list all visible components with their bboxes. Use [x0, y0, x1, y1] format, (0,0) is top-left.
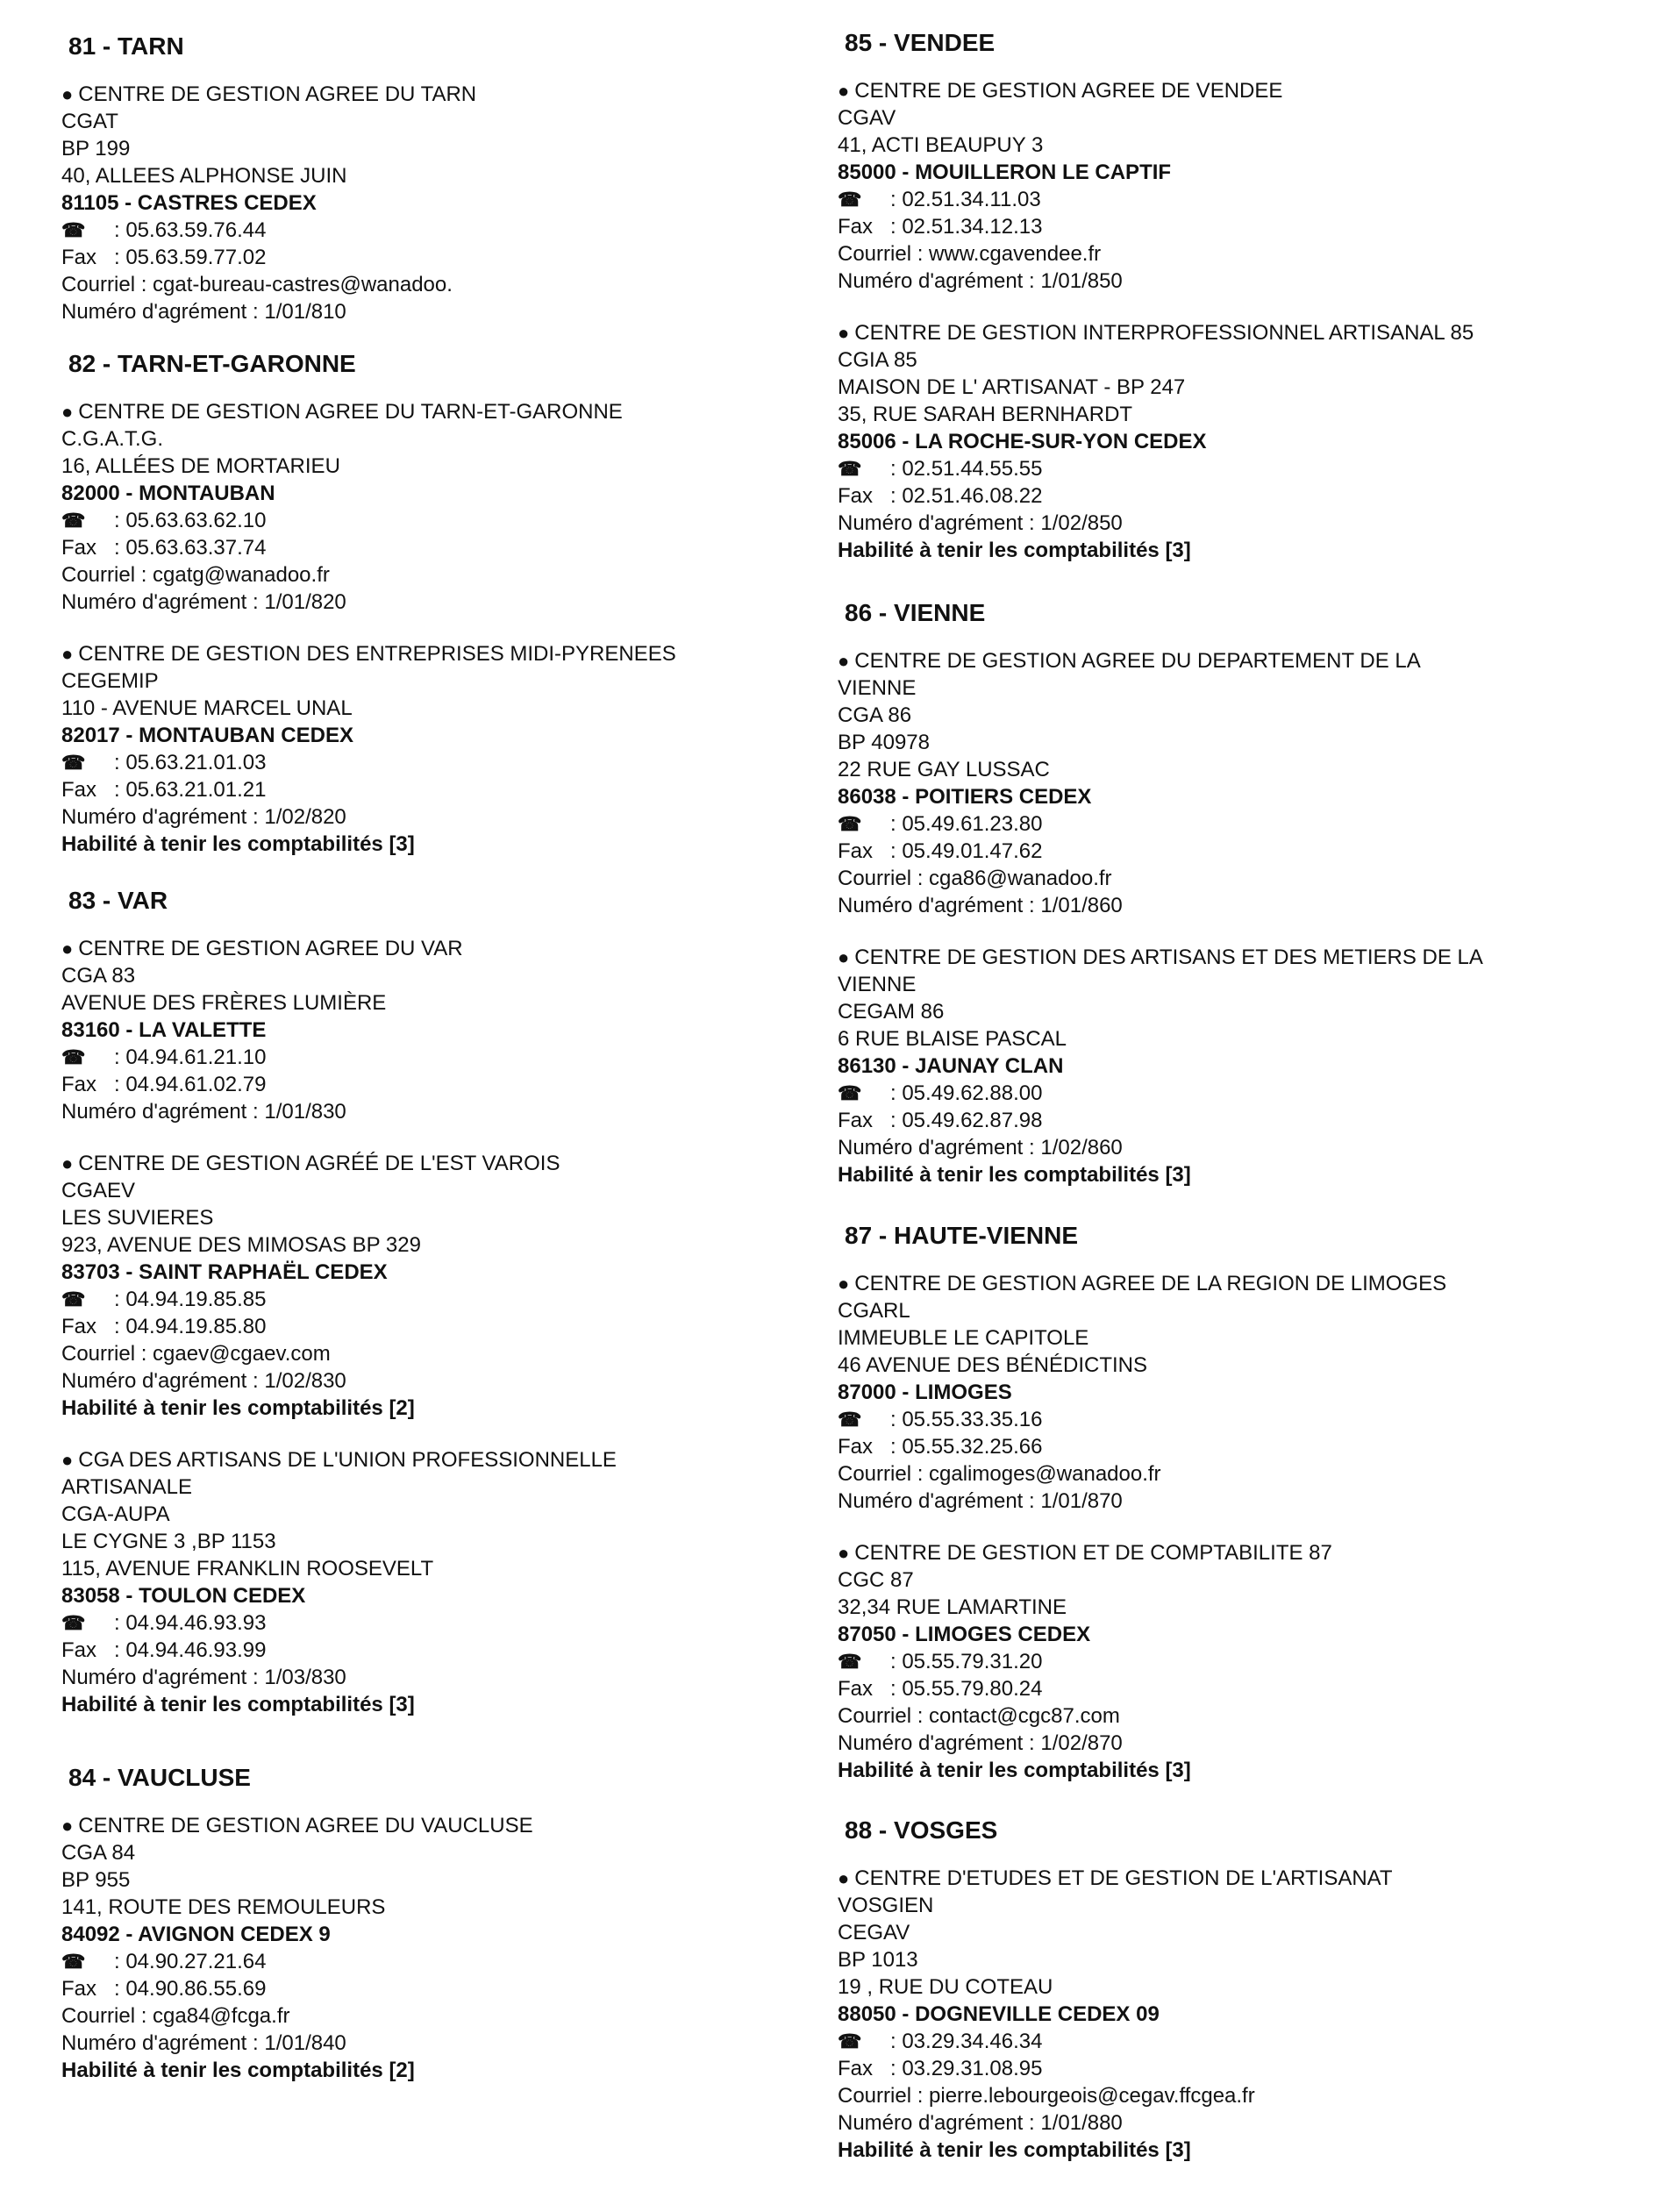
telephone-icon: ☎ [61, 1046, 86, 1068]
phone-line [838, 455, 1627, 482]
phone-number: : 04.94.19.85.85 [114, 1288, 267, 1311]
fax-label: Fax [61, 778, 97, 802]
center-name: CENTRE DE GESTION AGREE DU VAR [78, 937, 463, 960]
department-section [61, 1763, 816, 2084]
address-line: 6 RUE BLAISE PASCAL [838, 1027, 1067, 1051]
fax-line [838, 1433, 1627, 1460]
agrement-line: Numéro d'agrément : 1/01/860 [838, 894, 1123, 917]
bullet-dot-icon: ● [838, 1273, 850, 1295]
center-name-line [61, 935, 816, 962]
telephone-icon: ☎ [838, 1082, 862, 1104]
fax-number: : 05.63.59.77.02 [114, 246, 267, 269]
fax-line [838, 2055, 1627, 2082]
center-entry [838, 1865, 1627, 2164]
center-entry [61, 935, 816, 1125]
telephone-icon: ☎ [838, 1409, 862, 1431]
address-line: 115, AVENUE FRANKLIN ROOSEVELT [61, 1557, 434, 1581]
department-heading: 82 - TARN-ET-GARONNE [68, 350, 356, 377]
telephone-icon: ☎ [61, 1288, 86, 1310]
address-line: 141, ROUTE DES REMOULEURS [61, 1895, 386, 1919]
telephone-icon: ☎ [61, 1612, 86, 1634]
center-name: CENTRE D'ETUDES ET DE GESTION DE L'ARTISANAT [854, 1866, 1393, 1890]
address-line: CGA-AUPA [61, 1502, 170, 1526]
center-name: CGA DES ARTISANS DE L'UNION PROFESSIONNELLE [78, 1448, 617, 1472]
address-line: ARTISANALE [61, 1475, 192, 1499]
phone-number: : 05.49.62.88.00 [890, 1081, 1043, 1105]
address-line: CGC 87 [838, 1568, 914, 1592]
center-name-line [61, 1446, 816, 1473]
agrement-line: Numéro d'agrément : 1/02/860 [838, 1136, 1123, 1160]
address-line: 19 , RUE DU COTEAU [838, 1975, 1053, 1999]
department-heading: 84 - VAUCLUSE [68, 1764, 251, 1791]
email-line: Courriel : cgaev@cgaev.com [61, 1342, 331, 1366]
center-entry [61, 640, 816, 858]
center-name-line [838, 944, 1627, 971]
phone-line [838, 1648, 1627, 1675]
phone-line [838, 2028, 1627, 2055]
bullet-dot-icon: ● [61, 643, 74, 665]
bullet-dot-icon: ● [61, 1152, 74, 1174]
center-entry [61, 1812, 816, 2084]
bullet-dot-icon: ● [61, 1449, 74, 1471]
phone-number: : 05.63.21.01.03 [114, 751, 267, 774]
email-line: Courriel : cga84@fcga.fr [61, 2004, 290, 2028]
address-line: LES SUVIERES [61, 1206, 214, 1230]
fax-number: : 04.94.19.85.80 [114, 1315, 267, 1338]
postal-city: 86130 - JAUNAY CLAN [838, 1054, 1064, 1078]
fax-label: Fax [61, 1073, 97, 1096]
fax-line [61, 1975, 816, 2002]
address-line: BP 1013 [838, 1948, 918, 1972]
phone-number: : 04.94.46.93.93 [114, 1611, 267, 1635]
postal-city: 87050 - LIMOGES CEDEX [838, 1623, 1091, 1646]
department-heading: 85 - VENDEE [845, 29, 996, 56]
telephone-icon: ☎ [838, 189, 862, 210]
center-entry [838, 1539, 1627, 1784]
agrement-line: Numéro d'agrément : 1/01/810 [61, 300, 346, 324]
department-section [61, 886, 816, 1718]
address-line: IMMEUBLE LE CAPITOLE [838, 1326, 1089, 1350]
address-line: 32,34 RUE LAMARTINE [838, 1595, 1067, 1619]
department-heading: 86 - VIENNE [845, 599, 986, 626]
fax-line [838, 213, 1627, 240]
phone-number: : 05.63.63.62.10 [114, 509, 267, 532]
postal-city: 85000 - MOUILLERON LE CAPTIF [838, 161, 1172, 184]
center-entry [838, 77, 1627, 295]
center-entry [61, 81, 816, 325]
habilite-line: Habilité à tenir les comptabilités [2] [61, 1396, 415, 1420]
center-name: CENTRE DE GESTION INTERPROFESSIONNEL ARTISANAL 85 [854, 321, 1474, 345]
department-heading: 83 - VAR [68, 887, 168, 914]
bullet-dot-icon: ● [838, 1867, 850, 1889]
center-name: CENTRE DE GESTION AGREE DU TARN [78, 82, 477, 106]
address-line: BP 955 [61, 1868, 131, 1892]
bullet-dot-icon: ● [61, 1815, 74, 1837]
telephone-icon: ☎ [838, 1651, 862, 1673]
fax-label: Fax [838, 1435, 874, 1459]
bullet-dot-icon: ● [61, 401, 74, 423]
fax-line [61, 1071, 816, 1098]
postal-city: 86038 - POITIERS CEDEX [838, 785, 1092, 809]
fax-label: Fax [838, 839, 874, 863]
phone-line [61, 217, 816, 244]
department-section [61, 349, 816, 858]
telephone-icon: ☎ [61, 510, 86, 532]
center-name: CENTRE DE GESTION AGREE DU TARN-ET-GARONNE [78, 400, 623, 424]
fax-label: Fax [61, 1638, 97, 1662]
fax-number: : 02.51.46.08.22 [890, 484, 1043, 508]
center-name: CENTRE DE GESTION AGREE DU VAUCLUSE [78, 1814, 533, 1837]
agrement-line: Numéro d'agrément : 1/02/850 [838, 511, 1123, 535]
phone-line [838, 810, 1627, 838]
bullet-dot-icon: ● [838, 322, 850, 344]
fax-number: : 05.55.32.25.66 [890, 1435, 1043, 1459]
email-line: Courriel : cga86@wanadoo.fr [838, 867, 1112, 890]
fax-number: : 05.63.63.37.74 [114, 536, 267, 560]
center-name-line [838, 1539, 1627, 1566]
fax-number: : 04.94.46.93.99 [114, 1638, 267, 1662]
center-name: CENTRE DE GESTION AGREE DU DEPARTEMENT DE LA [854, 649, 1421, 673]
postal-city: 82000 - MONTAUBAN [61, 482, 275, 505]
address-line: CGA 84 [61, 1841, 136, 1865]
center-entry [838, 1270, 1627, 1515]
phone-number: : 03.29.34.46.34 [890, 2030, 1043, 2053]
fax-number: : 02.51.34.12.13 [890, 215, 1043, 239]
center-entry [838, 319, 1627, 564]
phone-line [61, 1286, 816, 1313]
address-line: 22 RUE GAY LUSSAC [838, 758, 1050, 781]
address-line: 16, ALLÉES DE MORTARIEU [61, 454, 340, 478]
email-line: Courriel : pierre.lebourgeois@cegav.ffcgea.fr [838, 2084, 1255, 2108]
address-line: MAISON DE L' ARTISANAT - BP 247 [838, 375, 1186, 399]
agrement-line: Numéro d'agrément : 1/01/840 [61, 2031, 346, 2055]
email-line: Courriel : cgat-bureau-castres@wanadoo. [61, 273, 453, 296]
department-section [838, 1816, 1627, 2164]
email-line: Courriel : cgatg@wanadoo.fr [61, 563, 330, 587]
fax-line [61, 244, 816, 271]
agrement-line: Numéro d'agrément : 1/03/830 [61, 1666, 346, 1689]
postal-city: 87000 - LIMOGES [838, 1381, 1012, 1404]
address-line: VIENNE [838, 973, 917, 996]
email-line: Courriel : cgalimoges@wanadoo.fr [838, 1462, 1161, 1486]
bullet-dot-icon: ● [61, 938, 74, 960]
center-entry [838, 944, 1627, 1188]
address-line: VOSGIEN [838, 1894, 934, 1917]
department-heading: 88 - VOSGES [845, 1816, 998, 1844]
habilite-line: Habilité à tenir les comptabilités [3] [838, 2138, 1191, 2162]
agrement-line: Numéro d'agrément : 1/02/820 [61, 805, 346, 829]
address-line: 923, AVENUE DES MIMOSAS BP 329 [61, 1233, 421, 1257]
postal-city: 85006 - LA ROCHE-SUR-YON CEDEX [838, 430, 1207, 453]
center-name: CENTRE DE GESTION AGREE DE LA REGION DE LIMOGES [854, 1272, 1447, 1295]
habilite-line: Habilité à tenir les comptabilités [3] [838, 1163, 1191, 1187]
address-line: BP 199 [61, 137, 131, 161]
fax-label: Fax [838, 1677, 874, 1701]
agrement-line: Numéro d'agrément : 1/01/870 [838, 1489, 1123, 1513]
fax-label: Fax [838, 2057, 874, 2080]
agrement-line: Numéro d'agrément : 1/01/820 [61, 590, 346, 614]
fax-number: : 05.55.79.80.24 [890, 1677, 1043, 1701]
address-line: AVENUE DES FRÈRES LUMIÈRE [61, 991, 387, 1015]
center-name: CENTRE DE GESTION DES ENTREPRISES MIDI-PYRENEES [78, 642, 676, 666]
center-name: CENTRE DE GESTION AGREE DE VENDEE [854, 79, 1283, 103]
address-line: C.G.A.T.G. [61, 427, 164, 451]
fax-number: : 05.63.21.01.21 [114, 778, 267, 802]
center-name-line [61, 81, 816, 108]
fax-label: Fax [61, 1977, 97, 2001]
department-section [61, 32, 816, 325]
postal-city: 82017 - MONTAUBAN CEDEX [61, 724, 353, 747]
bullet-dot-icon: ● [838, 650, 850, 672]
fax-label: Fax [838, 1109, 874, 1132]
fax-number: : 03.29.31.08.95 [890, 2057, 1043, 2080]
fax-line [838, 1675, 1627, 1702]
address-line: CGAT [61, 110, 118, 133]
address-line: 110 - AVENUE MARCEL UNAL [61, 696, 353, 720]
email-line: Courriel : contact@cgc87.com [838, 1704, 1120, 1728]
address-line: 41, ACTI BEAUPUY 3 [838, 133, 1044, 157]
phone-number: : 04.94.61.21.10 [114, 1045, 267, 1069]
center-name-line [838, 1865, 1627, 1892]
center-name: CENTRE DE GESTION AGRÉÉ DE L'EST VAROIS [78, 1152, 560, 1175]
center-name-line [838, 647, 1627, 674]
fax-number: : 04.90.86.55.69 [114, 1977, 267, 2001]
habilite-line: Habilité à tenir les comptabilités [3] [61, 1693, 415, 1716]
fax-label: Fax [838, 484, 874, 508]
phone-line [838, 186, 1627, 213]
telephone-icon: ☎ [838, 813, 862, 835]
center-name-line [61, 1812, 816, 1839]
phone-number: : 05.55.33.35.16 [890, 1408, 1043, 1431]
postal-city: 83160 - LA VALETTE [61, 1018, 267, 1042]
phone-line [61, 1948, 816, 1975]
agrement-line: Numéro d'agrément : 1/02/830 [61, 1369, 346, 1393]
postal-city: 83703 - SAINT RAPHAËL CEDEX [61, 1260, 388, 1284]
postal-city: 81105 - CASTRES CEDEX [61, 191, 317, 215]
fax-label: Fax [61, 536, 97, 560]
postal-city: 88050 - DOGNEVILLE CEDEX 09 [838, 2002, 1160, 2026]
bullet-dot-icon: ● [61, 83, 74, 105]
fax-line [61, 1637, 816, 1664]
telephone-icon: ☎ [838, 2030, 862, 2052]
habilite-line: Habilité à tenir les comptabilités [2] [61, 2059, 415, 2082]
center-name-line [838, 1270, 1627, 1297]
habilite-line: Habilité à tenir les comptabilités [3] [838, 539, 1191, 562]
telephone-icon: ☎ [838, 458, 862, 480]
fax-line [61, 1313, 816, 1340]
fax-number: : 05.49.01.47.62 [890, 839, 1043, 863]
address-line: CGAV [838, 106, 896, 130]
address-line: 40, ALLEES ALPHONSE JUIN [61, 164, 347, 188]
center-entry [61, 398, 816, 616]
agrement-line: Numéro d'agrément : 1/01/880 [838, 2111, 1123, 2135]
telephone-icon: ☎ [61, 752, 86, 774]
habilite-line: Habilité à tenir les comptabilités [3] [838, 1759, 1191, 1782]
bullet-dot-icon: ● [838, 946, 850, 968]
phone-line [61, 749, 816, 776]
address-line: CEGEMIP [61, 669, 159, 693]
phone-number: : 05.49.61.23.80 [890, 812, 1043, 836]
bullet-dot-icon: ● [838, 1542, 850, 1564]
agrement-line: Numéro d'agrément : 1/01/830 [61, 1100, 346, 1124]
telephone-icon: ☎ [61, 1951, 86, 1973]
bullet-dot-icon: ● [838, 80, 850, 102]
address-line: CGARL [838, 1299, 910, 1323]
fax-number: : 05.49.62.87.98 [890, 1109, 1043, 1132]
phone-number: : 02.51.34.11.03 [890, 188, 1041, 211]
fax-line [838, 1107, 1627, 1134]
agrement-line: Numéro d'agrément : 1/01/850 [838, 269, 1123, 293]
postal-city: 83058 - TOULON CEDEX [61, 1584, 306, 1608]
department-section [838, 1221, 1627, 1784]
address-line: VIENNE [838, 676, 917, 700]
address-line: CGAEV [61, 1179, 136, 1202]
telephone-icon: ☎ [61, 219, 86, 241]
address-line: 35, RUE SARAH BERNHARDT [838, 403, 1133, 426]
center-name: CENTRE DE GESTION DES ARTISANS ET DES METIERS DE LA [854, 945, 1483, 969]
fax-label: Fax [61, 1315, 97, 1338]
department-section [838, 598, 1627, 1188]
address-line: CGIA 85 [838, 348, 917, 372]
phone-line [61, 1044, 816, 1071]
phone-line [61, 507, 816, 534]
phone-number: : 05.63.59.76.44 [114, 218, 267, 242]
phone-line [838, 1406, 1627, 1433]
center-entry [61, 1150, 816, 1422]
department-heading: 87 - HAUTE-VIENNE [845, 1222, 1079, 1249]
center-name-line [61, 1150, 816, 1177]
department-section [838, 28, 1627, 564]
fax-line [61, 776, 816, 803]
fax-line [61, 534, 816, 561]
phone-line [838, 1080, 1627, 1107]
center-entry [838, 647, 1627, 919]
address-line: CEGAV [838, 1921, 910, 1944]
center-name-line [61, 640, 816, 667]
fax-label: Fax [838, 215, 874, 239]
email-line: Courriel : www.cgavendee.fr [838, 242, 1102, 266]
center-name-line [838, 77, 1627, 104]
center-entry [61, 1446, 816, 1718]
address-line: CEGAM 86 [838, 1000, 945, 1024]
fax-line [838, 838, 1627, 865]
fax-number: : 04.94.61.02.79 [114, 1073, 267, 1096]
fax-label: Fax [61, 246, 97, 269]
address-line: 46 AVENUE DES BÉNÉDICTINS [838, 1353, 1147, 1377]
center-name-line [61, 398, 816, 425]
postal-city: 84092 - AVIGNON CEDEX 9 [61, 1923, 331, 1946]
fax-line [838, 482, 1627, 510]
center-name: CENTRE DE GESTION ET DE COMPTABILITE 87 [854, 1541, 1332, 1565]
habilite-line: Habilité à tenir les comptabilités [3] [61, 832, 415, 856]
agrement-line: Numéro d'agrément : 1/02/870 [838, 1731, 1123, 1755]
department-heading: 81 - TARN [68, 32, 184, 60]
center-name-line [838, 319, 1627, 346]
phone-number: : 05.55.79.31.20 [890, 1650, 1043, 1673]
address-line: BP 40978 [838, 731, 930, 754]
phone-number: : 04.90.27.21.64 [114, 1950, 267, 1973]
address-line: LE CYGNE 3 ,BP 1153 [61, 1530, 276, 1553]
phone-number: : 02.51.44.55.55 [890, 457, 1043, 481]
address-line: CGA 86 [838, 703, 912, 727]
address-line: CGA 83 [61, 964, 136, 988]
phone-line [61, 1609, 816, 1637]
